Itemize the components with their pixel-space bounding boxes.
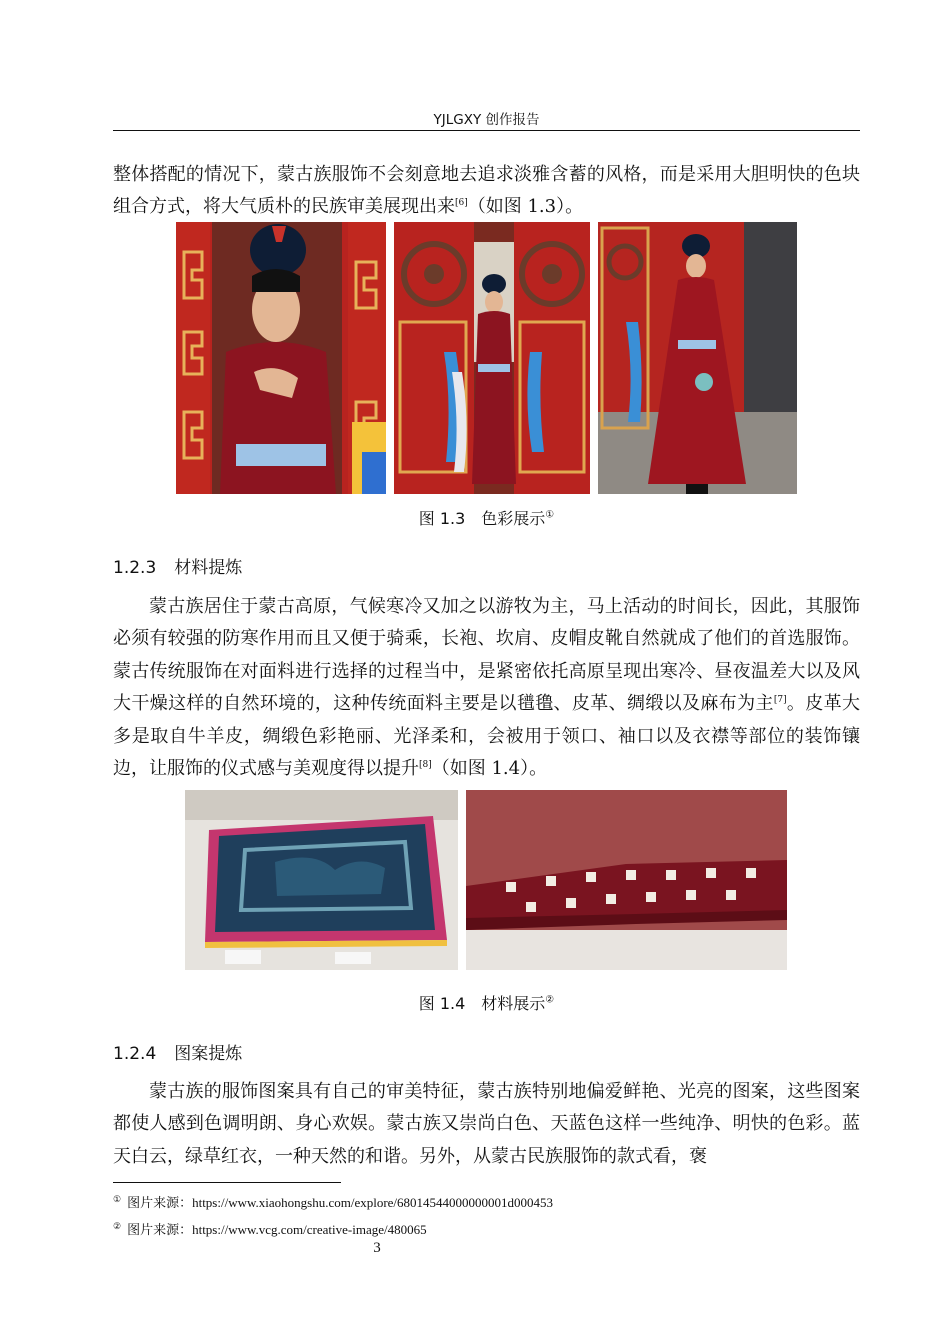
page-number: 3 — [373, 1240, 381, 1256]
section-heading-patterns: 1.2.4 图案提炼 — [113, 1044, 243, 1064]
citation-7[interactable]: [7] — [773, 695, 787, 706]
header-rule — [113, 130, 860, 131]
footnote-1-link[interactable]: 图片来源：https://www.xiaohongshu.com/explore/68014544000000001d000453 — [127, 1195, 554, 1210]
figure-caption-1-3: 图 1.3 色彩展示① — [418, 509, 555, 528]
section-heading-materials: 1.2.3 材料提炼 — [113, 558, 243, 578]
photo-woman-full-length — [598, 222, 797, 494]
paragraph-color-intro: 整体搭配的情况下，蒙古族服饰不会刻意地去追求淡雅含蓄的风格，而是采用大胆明快的色块组合方式，将大气质朴的民族审美展现出来[6]（如图 1.3）。 — [113, 164, 860, 218]
figure-caption-1-4: 图 1.4 材料展示② — [418, 994, 555, 1013]
photo-red-cloth-roll — [466, 790, 787, 970]
footnote-ref-2[interactable]: ② — [545, 994, 555, 1006]
citation-6[interactable]: [6] — [455, 198, 468, 209]
paragraph-patterns: 蒙古族的服饰图案具有自己的审美特征，蒙古族特别地偏爱鲜艳、光亮的图案，这些图案都使人感到色调明朗、身心欢娱。蒙古族又崇尚白色、天蓝色这样一些纯净、明快的色彩。蓝天白云，绿草红衣，一种天然的和谐。另外，从蒙古民族服饰的款式看，褒 — [113, 1081, 860, 1167]
footnote-1: ① 图片来源：https://www.xiaohongshu.com/explore/68014544000000001d000453 — [113, 1193, 554, 1210]
citation-8[interactable]: [8] — [419, 760, 432, 771]
footnote-ref-1[interactable]: ① — [545, 509, 555, 521]
footnote-2-link[interactable]: 图片来源：https://www.vcg.com/creative-image/480065 — [127, 1222, 427, 1237]
photo-woman-at-red-door — [176, 222, 386, 494]
footnote-2: ② 图片来源：https://www.vcg.com/creative-image/480065 — [113, 1220, 427, 1237]
paragraph-materials: 蒙古族居住于蒙古高原，气候寒冷又加之以游牧为主，马上活动的时间长，因此，其服饰必须有较强的防寒作用而且又便于骑乘，长袍、坎肩、皮帽皮靴自然就成了他们的首选服饰。蒙古传统服饰在对面料进行选择的过程当中，是紧密依托高原呈现出寒冷、昼夜温差大以及风大干燥这样的自然环境的，这种传统面料主要是以氆氇、皮革、绸缎以及麻布为主[7]。皮革大多是取自牛羊皮，绸缎色彩艳丽、光泽柔和，会被用于领口、袖口以及衣襟等部位的装饰镶边，让服饰的仪式感与美观度得以提升[8]（如图 1.4）。 — [113, 596, 861, 780]
photo-embroidered-rug — [185, 790, 458, 970]
page-header: YJLGXY 创作报告 — [433, 112, 540, 128]
photo-woman-between-carved-doors — [394, 222, 590, 494]
footnote-rule — [113, 1182, 341, 1183]
